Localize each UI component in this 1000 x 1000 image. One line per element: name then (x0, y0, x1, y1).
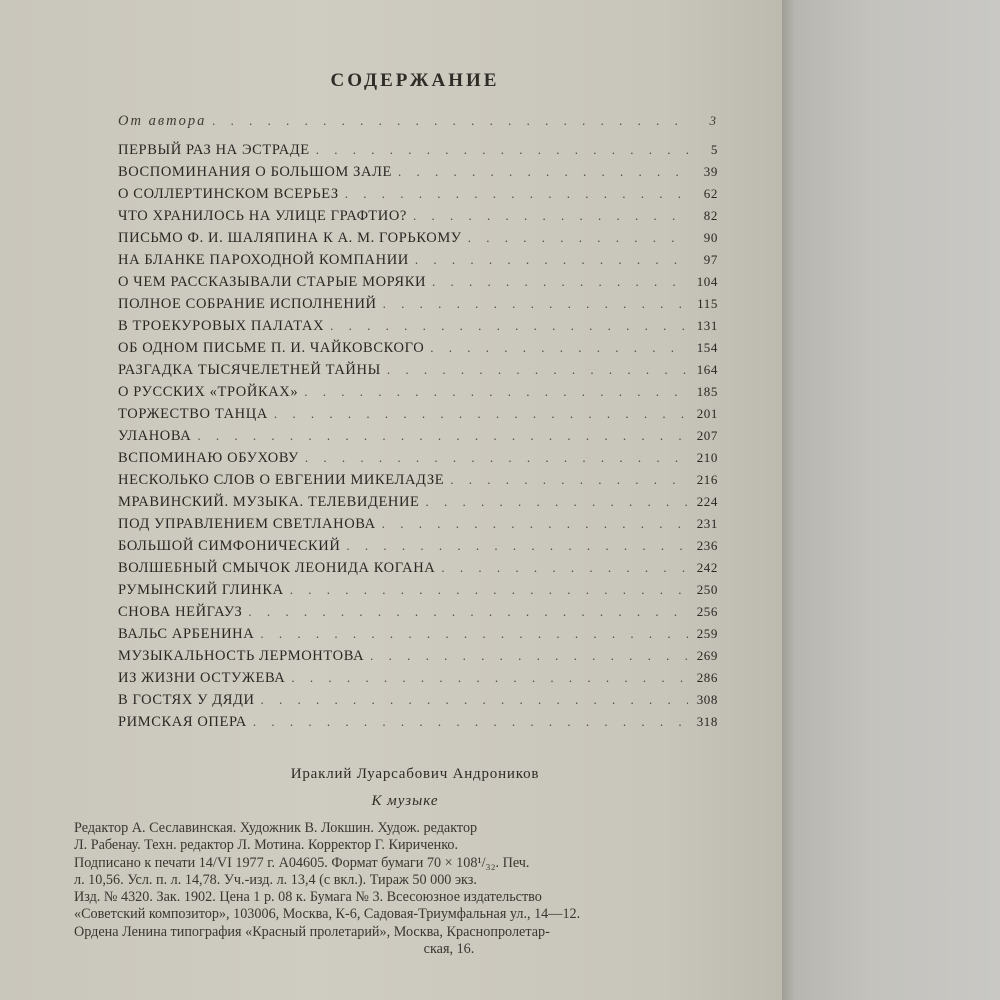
toc-entry-page: 250 (696, 582, 718, 597)
toc-entry-title: О ЧЕМ РАССКАЗЫВАЛИ СТАРЫЕ МОРЯКИ (118, 274, 427, 290)
toc-entry-title: НЕСКОЛЬКО СЛОВ О ЕВГЕНИИ МИКЕЛАДЗЕ (118, 472, 445, 488)
toc-entry-title: О РУССКИХ «ТРОЙКАХ» (118, 384, 299, 400)
toc-entry-title: БОЛЬШОЙ СИМФОНИЧЕСКИЙ (118, 538, 341, 554)
imprint-line: Подписано к печати 14/VI 1977 г. А04605. Формат бумаги 70 × 108¹/₃₂. Печ. (74, 854, 530, 871)
toc-entry-title: ВСПОМИНАЮ ОБУХОВУ (118, 450, 299, 466)
toc-entry-page: 224 (696, 494, 718, 509)
toc-entry-page: 210 (696, 450, 718, 465)
toc-entry-title: В ГОСТЯХ У ДЯДИ (118, 692, 255, 708)
dot-leader (415, 252, 688, 268)
dot-leader (370, 648, 688, 664)
toc-entry (118, 406, 718, 428)
author-name: Ираклий Луарсабович Андроников (290, 766, 540, 782)
toc-entry (118, 626, 718, 648)
toc-entry (118, 670, 718, 692)
toc-entry-page: 154 (696, 340, 718, 355)
dot-leader (290, 582, 688, 598)
toc-entry (118, 186, 718, 208)
toc-entry-page: 231 (696, 516, 718, 531)
toc-entry-title: СНОВА НЕЙГАУЗ (118, 604, 243, 620)
toc-entry-page: 308 (696, 692, 718, 707)
dot-leader (383, 296, 688, 312)
toc-entry (118, 516, 718, 538)
imprint-line: Изд. № 4320. Зак. 1902. Цена 1 р. 08 к. Бумага № 3. Всесоюзное издательство (74, 889, 542, 906)
toc-entry-page: 3 (709, 113, 718, 128)
toc-entry-title: НА БЛАНКЕ ПАРОХОДНОЙ КОМПАНИИ (118, 252, 409, 268)
imprint-line: л. 10,56. Усл. п. л. 14,78. Уч.-изд. л. 13,4 (с вкл.). Тираж 50 000 экз. (74, 871, 477, 888)
adjacent-page-edge (782, 0, 1000, 1000)
toc-entry (118, 428, 718, 450)
toc-entry-page: 236 (696, 538, 718, 553)
toc-entry-title: ТОРЖЕСТВО ТАНЦА (118, 406, 268, 422)
toc-entry (118, 692, 718, 714)
toc-entry (118, 472, 718, 494)
book-title: К музыке (371, 793, 439, 809)
toc-entry (118, 494, 718, 516)
toc-entry (118, 252, 718, 274)
toc-entry-page: 256 (696, 604, 718, 619)
dot-leader (345, 186, 688, 202)
toc-entry-title: ПИСЬМО Ф. И. ШАЛЯПИНА К А. М. ГОРЬКОМУ (118, 230, 462, 246)
dot-leader (430, 340, 688, 356)
dot-leader (426, 494, 689, 510)
toc-entry (118, 230, 718, 252)
toc-entry (118, 714, 718, 736)
imprint-line: ская, 16. (423, 941, 475, 958)
dot-leader (197, 428, 688, 444)
toc-entry-title: ЧТО ХРАНИЛОСЬ НА УЛИЦЕ ГРАФТИО? (118, 208, 407, 224)
toc-entry-title: ПЕРВЫЙ РАЗ НА ЭСТРАДЕ (118, 142, 310, 158)
toc-entry-title: ВОСПОМИНАНИЯ О БОЛЬШОМ ЗАЛЕ (118, 164, 392, 180)
dot-leader (248, 604, 688, 620)
toc-entry-title: ВАЛЬС АРБЕНИНА (118, 626, 255, 642)
toc-entry-page: 269 (696, 648, 718, 663)
toc-entry-title: РУМЫНСКИЙ ГЛИНКА (118, 582, 284, 598)
dot-leader (441, 560, 688, 576)
toc-entry-page: 39 (703, 164, 718, 179)
toc-entry-title: От автора (118, 113, 207, 129)
toc-entry-page: 201 (696, 406, 718, 421)
toc-entry-title: РАЗГАДКА ТЫСЯЧЕЛЕТНЕЙ ТАЙНЫ (118, 362, 381, 378)
table-of-contents (118, 113, 718, 736)
dot-leader (316, 142, 688, 158)
toc-entry-page: 286 (696, 670, 718, 685)
toc-entry-page: 216 (696, 472, 718, 487)
toc-entry (118, 362, 718, 384)
dot-leader (468, 230, 688, 246)
toc-entry (118, 340, 718, 362)
toc-entry (118, 604, 718, 626)
toc-entry-page: 104 (696, 274, 718, 289)
toc-entry (118, 450, 718, 472)
toc-entry-page: 242 (696, 560, 718, 575)
toc-entry (118, 538, 718, 560)
toc-entry (118, 208, 718, 230)
imprint-line: Ордена Ленина типография «Красный пролетарий», Москва, Краснопролетар- (74, 923, 550, 940)
toc-entry-title: ОБ ОДНОМ ПИСЬМЕ П. И. ЧАЙКОВСКОГО (118, 340, 425, 356)
toc-entry-page: 97 (703, 252, 718, 267)
dot-leader (304, 384, 688, 400)
toc-entry (118, 318, 718, 340)
dot-leader (413, 208, 688, 224)
toc-entry (118, 164, 718, 186)
toc-entry-title: О СОЛЛЕРТИНСКОМ ВСЕРЬЕЗ (118, 186, 339, 202)
toc-entry-page: 115 (697, 296, 718, 311)
toc-entry-title: РИМСКАЯ ОПЕРА (118, 714, 247, 730)
imprint-line: Л. Рабенау. Техн. редактор Л. Мотина. Корректор Г. Кириченко. (74, 837, 459, 854)
dot-leader (253, 714, 688, 730)
page-title: СОДЕРЖАНИЕ (330, 70, 500, 91)
dot-leader (450, 472, 688, 488)
imprint-block (74, 820, 764, 958)
toc-entry-page: 259 (696, 626, 718, 641)
toc-entry-title: ВОЛШЕБНЫЙ СМЫЧОК ЛЕОНИДА КОГАНА (118, 560, 436, 576)
dot-leader (212, 113, 688, 129)
toc-entry-page: 207 (696, 428, 718, 443)
dot-leader (291, 670, 688, 686)
toc-entry (118, 113, 718, 142)
toc-entry (118, 142, 718, 164)
toc-entry-page: 131 (696, 318, 718, 333)
dot-leader (260, 626, 688, 642)
toc-entry-page: 318 (696, 714, 718, 729)
dot-leader (432, 274, 688, 290)
dot-leader (346, 538, 688, 554)
toc-entry (118, 384, 718, 406)
dot-leader (398, 164, 688, 180)
toc-entry-title: УЛАНОВА (118, 428, 192, 444)
imprint-line: «Советский композитор», 103006, Москва, К-6, Садовая-Триумфальная ул., 14—12. (74, 906, 581, 923)
toc-entry (118, 274, 718, 296)
toc-entry-page: 62 (703, 186, 718, 201)
toc-entry (118, 296, 718, 318)
toc-entry-title: МРАВИНСКИЙ. МУЗЫКА. ТЕЛЕВИДЕНИЕ (118, 494, 420, 510)
dot-leader (387, 362, 688, 378)
toc-entry-page: 185 (696, 384, 718, 399)
toc-entry-page: 82 (703, 208, 718, 223)
toc-entry (118, 648, 718, 670)
dot-leader (261, 692, 688, 708)
toc-entry (118, 582, 718, 604)
dot-leader (382, 516, 688, 532)
toc-entry-title: МУЗЫКАЛЬНОСТЬ ЛЕРМОНТОВА (118, 648, 365, 664)
imprint-line: Редактор А. Сеславинская. Художник В. Локшин. Худож. редактор (74, 820, 478, 836)
toc-entry-title: В ТРОЕКУРОВЫХ ПАЛАТАХ (118, 318, 325, 334)
toc-entry-page: 5 (710, 142, 718, 157)
toc-entry-page: 164 (696, 362, 718, 377)
dot-leader (305, 450, 688, 466)
dot-leader (330, 318, 688, 334)
toc-entry-title: ПОД УПРАВЛЕНИЕМ СВЕТЛАНОВА (118, 516, 376, 532)
toc-entry-title: ПОЛНОЕ СОБРАНИЕ ИСПОЛНЕНИЙ (118, 296, 377, 312)
dot-leader (274, 406, 688, 422)
toc-entry-title: ИЗ ЖИЗНИ ОСТУЖЕВА (118, 670, 286, 686)
toc-entry-page: 90 (703, 230, 718, 245)
toc-entry (118, 560, 718, 582)
